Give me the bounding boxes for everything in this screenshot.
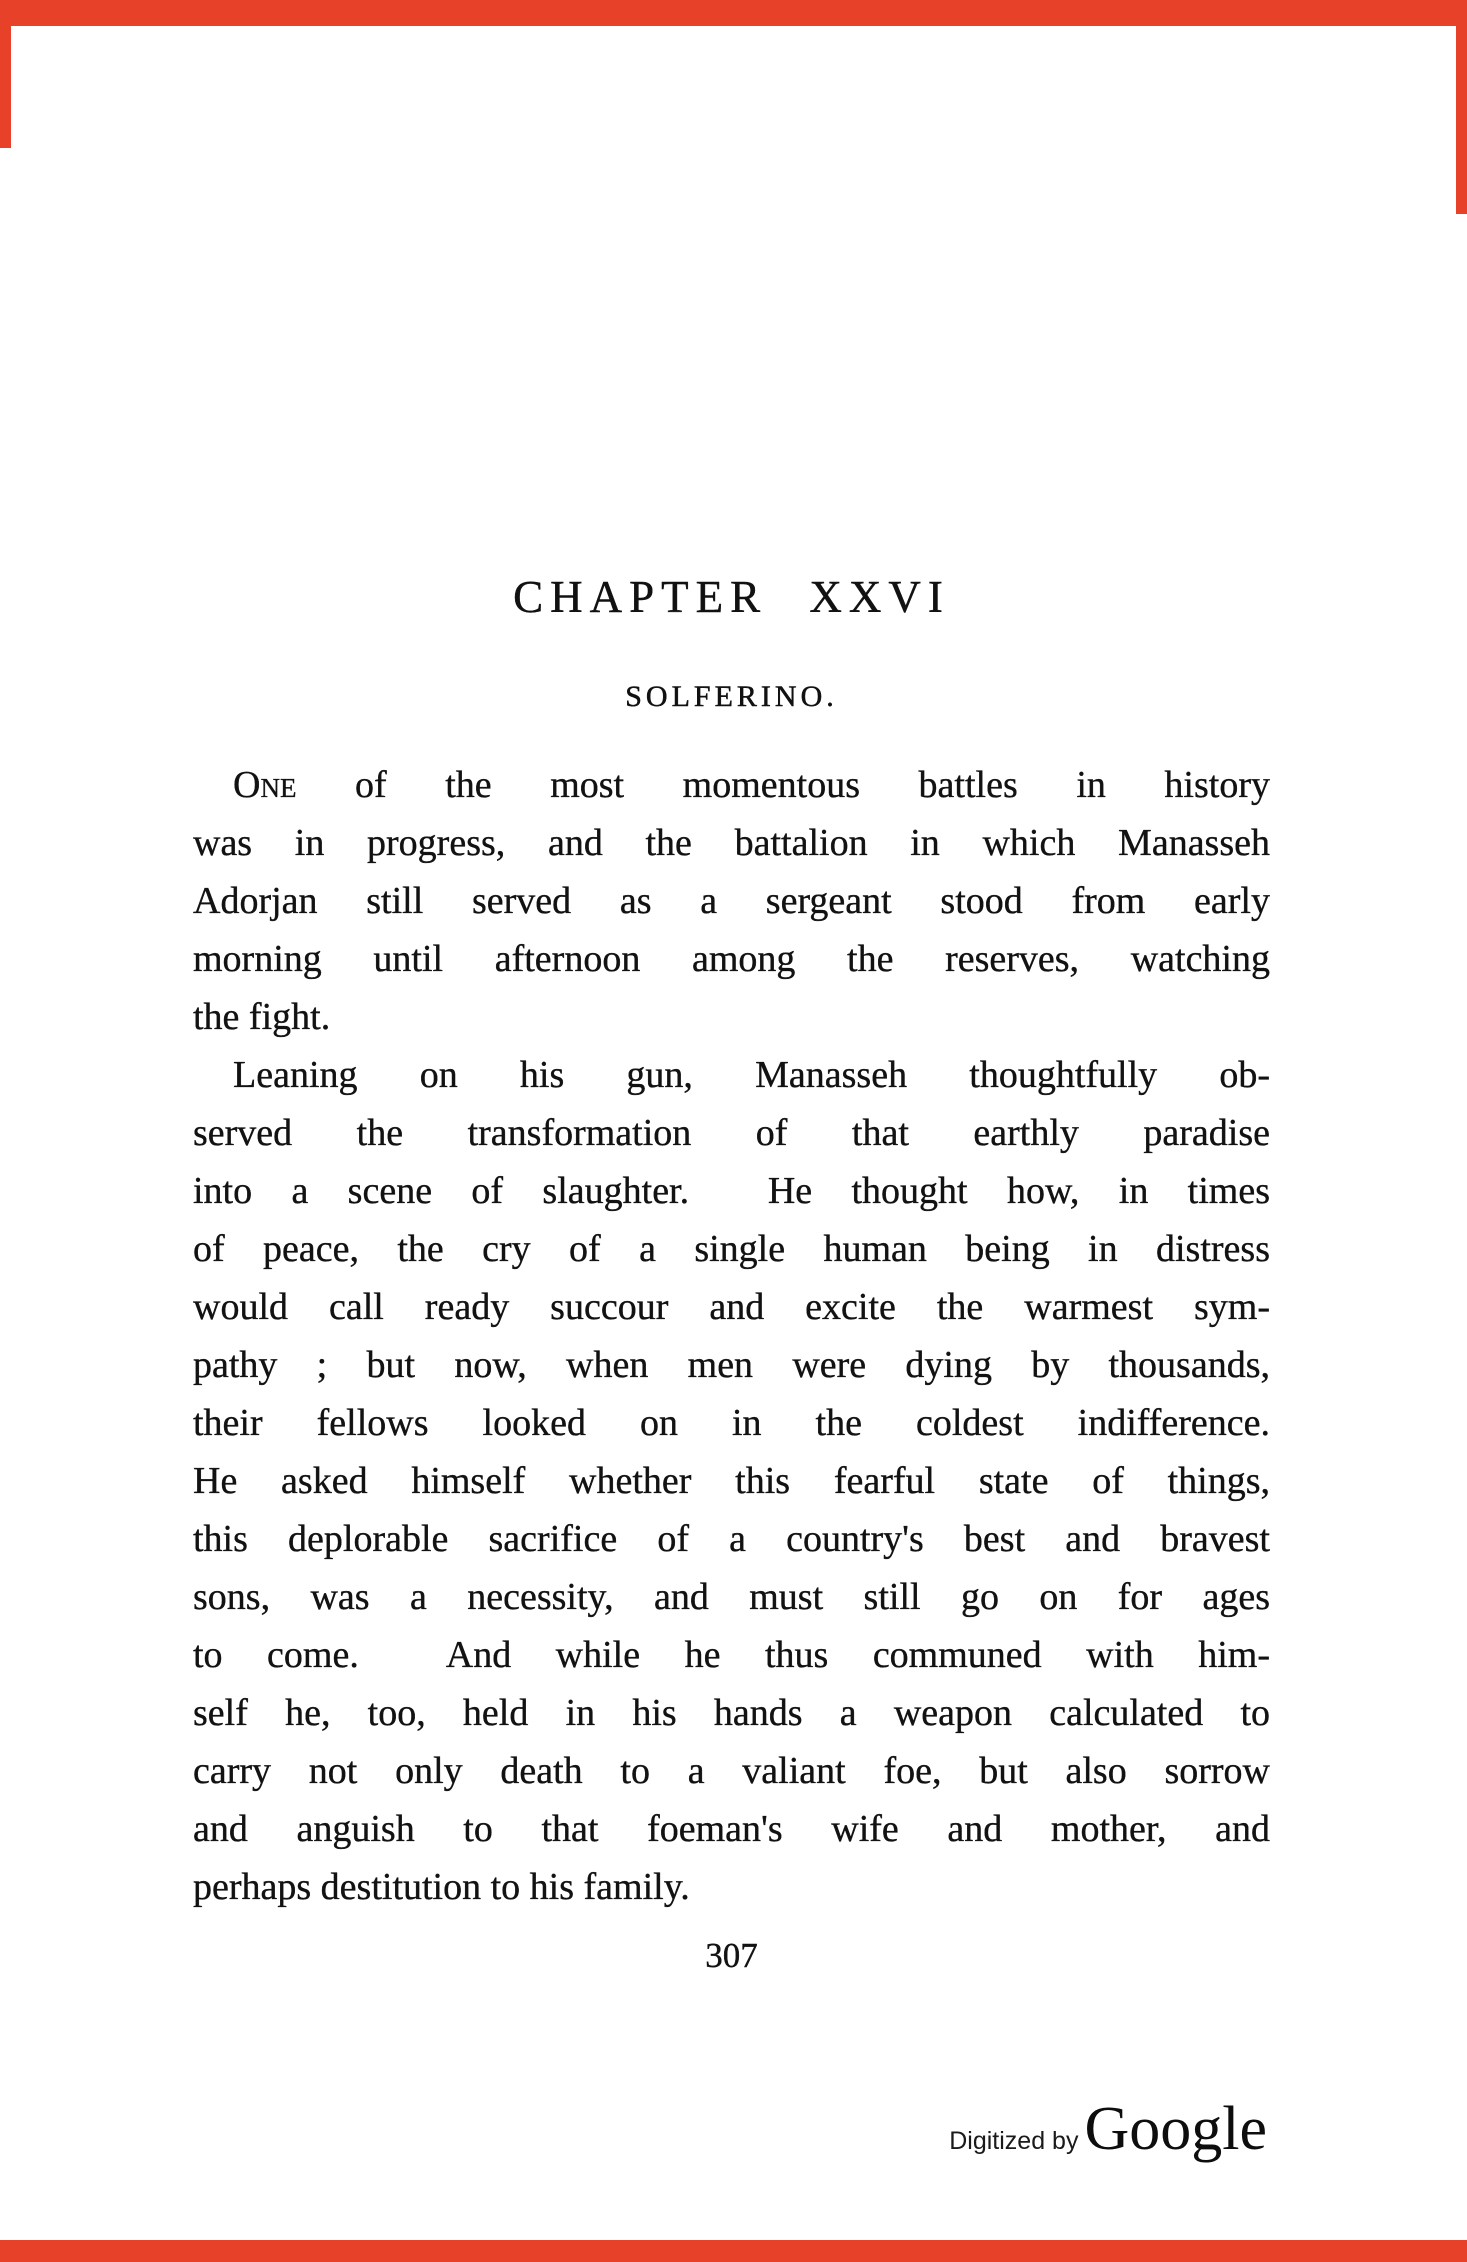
body-line: the fight. [193, 996, 331, 1038]
body-line: served the transformation of that earthly paradise [193, 1112, 1270, 1154]
body-line: Adorjan still served as a sergeant stood from early [193, 880, 1270, 922]
digitized-by-label: Digitized by [949, 2127, 1079, 2155]
scan-edge-artifact-top [0, 0, 1467, 26]
body-text [193, 756, 1270, 1916]
body-line: carry not only death to a valiant foe, but also sorrow [193, 1750, 1270, 1792]
scan-edge-artifact-left [0, 26, 11, 148]
body-line: their fellows looked on in the coldest indifference. [193, 1402, 1270, 1444]
footer [949, 2094, 1267, 2164]
body-line: He asked himself whether this fearful state of things, [193, 1460, 1270, 1502]
scan-edge-artifact-right [1456, 26, 1467, 214]
body-line: perhaps destitution to his family. [193, 1866, 690, 1908]
google-logo: Google [1084, 2095, 1267, 2163]
page-number: 307 [705, 1936, 758, 1975]
body-line: into a scene of slaughter. He thought how, in times [193, 1170, 1270, 1212]
scan-edge-artifact-bottom [0, 2240, 1467, 2262]
smallcaps-lead: One [233, 764, 297, 806]
body-line: and anguish to that foeman's wife and mother, and [193, 1808, 1270, 1850]
body-line: self he, too, held in his hands a weapon calculated to [193, 1692, 1270, 1734]
body-line: morning until afternoon among the reserves, watching [193, 938, 1270, 980]
body-line: this deplorable sacrifice of a country's best and bravest [193, 1518, 1270, 1560]
body-line: was in progress, and the battalion in which Manasseh [193, 822, 1270, 864]
body-line: sons, was a necessity, and must still go on for ages [193, 1576, 1270, 1618]
body-line: of peace, the cry of a single human being in distress [193, 1228, 1270, 1270]
body-line: pathy ; but now, when men were dying by thousands, [193, 1344, 1270, 1386]
section-heading: SOLFERINO. [625, 680, 838, 713]
chapter-heading: CHAPTER XXVI [513, 572, 950, 622]
body-line: One of the most momentous battles in history [233, 764, 1270, 806]
body-line: Leaning on his gun, Manasseh thoughtfully ob- [233, 1054, 1270, 1096]
body-line: to come. And while he thus communed with him- [193, 1634, 1270, 1676]
body-line: would call ready succour and excite the warmest sym- [193, 1286, 1270, 1328]
